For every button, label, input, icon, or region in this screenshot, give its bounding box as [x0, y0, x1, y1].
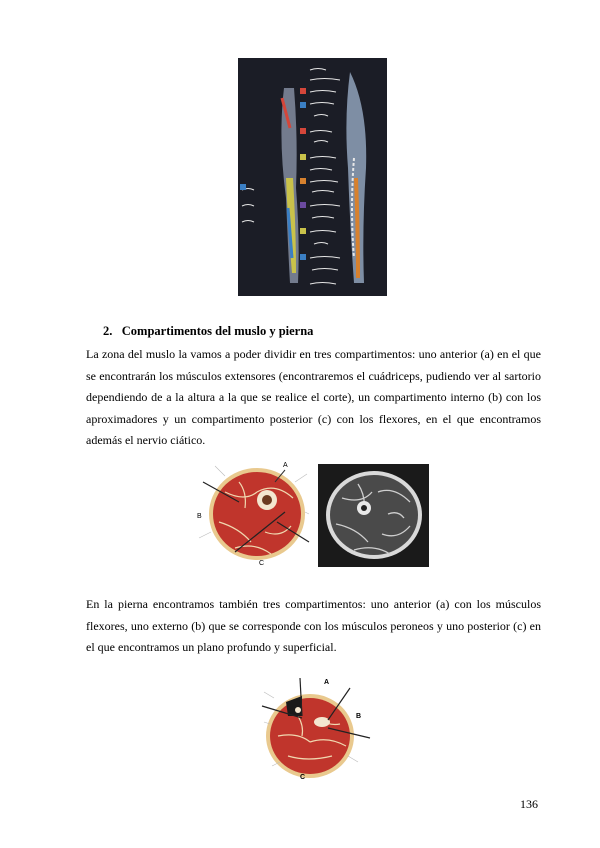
thigh-label-c: C: [259, 560, 265, 567]
leg-label-a: A: [324, 679, 330, 686]
thigh-cross-section-figure: [195, 462, 310, 570]
thigh-label-a: A: [283, 462, 288, 469]
anatomy-board-photo: [238, 58, 387, 296]
leg-label-c: C: [300, 774, 306, 781]
section-number: 2.: [103, 324, 113, 338]
thigh-mri-image: [318, 464, 429, 567]
paragraph-leg: En la pierna encontramos también tres compartimentos: uno anterior (a) con los músculos flexores, uno externo (b) que se corresponde con los músculos peroneos y uno posterior (c) en el que encontramos un plano profundo y superficial.: [86, 597, 541, 654]
thigh-label-b: B: [197, 513, 202, 520]
leg-cross-section-figure: [258, 676, 374, 786]
section-title: Compartimentos del muslo y pierna: [121, 324, 314, 338]
section-heading: [103, 324, 313, 339]
page-number: 136: [520, 797, 538, 811]
paragraph-thigh: La zona del muslo la vamos a poder dividir en tres compartimentos: uno anterior (a) en el que se encontrarán los músculos extensores (encontraremos el cuádriceps, pudiendo ver al sartorio dependiendo de a la altura a la que se realice el corte), un compartimento interno (b) con los aproximadores y un compartimento posterior (c) con los flexores, en el que encontramos además el nervio ciático.: [86, 347, 541, 447]
leg-label-b: B: [356, 713, 362, 720]
